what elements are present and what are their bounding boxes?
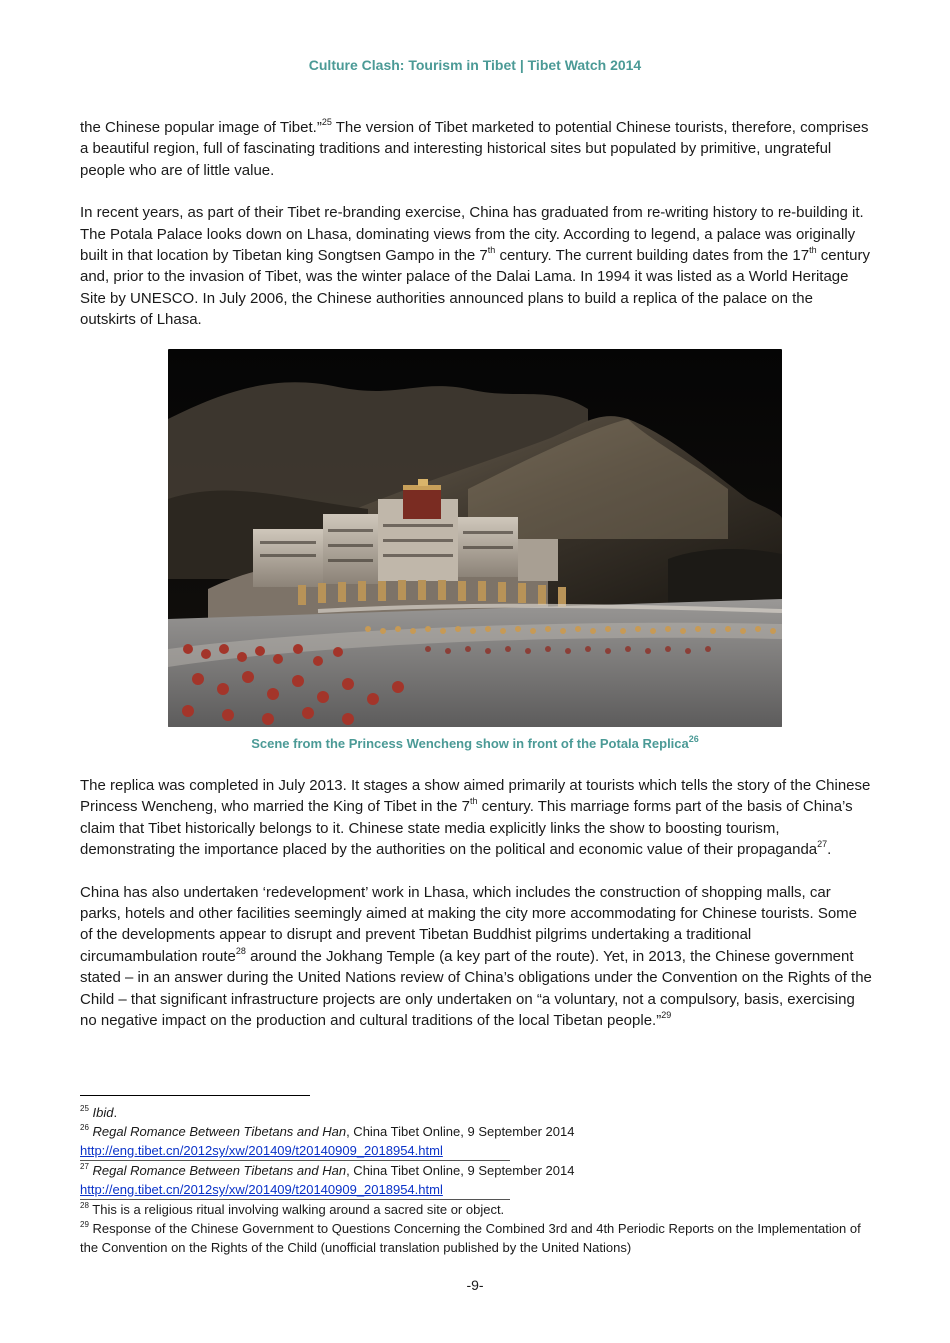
- potala-replica-photo: [168, 349, 782, 727]
- footnote-27-link[interactable]: http://eng.tibet.cn/2012sy/xw/201409/t20140909_2018954.html: [80, 1182, 443, 1197]
- paragraph-2: In recent years, as part of their Tibet re-branding exercise, China has graduated from re-writing history to re-building it. The Potala Palace looks down on Lhasa, dominating views from the city. According to legend, a palace was originally built in that location by Tibetan king Songtsen Gampo in the 7th century. The current building dates from the 17th century and, prior to the invasion of Tibet, was the winter palace of the Dalai Lama. In 1994 it was listed as a World Heritage Site by UNESCO. In July 2006, the Chinese authorities announced plans to build a replica of the palace on the outskirts of Lhasa.: [80, 204, 870, 329]
- intro-section: [80, 117, 872, 331]
- running-header: Culture Clash: Tourism in Tibet | Tibet Watch 2014: [308, 57, 642, 73]
- footnote-26: $^{26}$ Regal Romance Between Tibetans and Han, China Tibet Online, 9 September 2014: [80, 1122, 575, 1139]
- footnote-27: $^{27}$ Regal Romance Between Tibetans and Han, China Tibet Online, 9 September 2014: [80, 1161, 575, 1178]
- footnote-28: $^{28}$ This is a religious ritual involving walking around a sacred site or object.: [80, 1200, 505, 1217]
- footnote-divider: [80, 1095, 310, 1096]
- page-number: -9-: [466, 1277, 484, 1293]
- footnote-ref-25[interactable]: 25: [321, 117, 332, 127]
- figure-caption: Scene from the Princess Wencheng show in front of the Potala Replica$^{26}$: [251, 733, 699, 751]
- footnote-ref-28[interactable]: 28: [235, 945, 246, 956]
- footnotes: [80, 1103, 880, 1257]
- paragraph-4: China has also undertaken ‘redevelopment’ work in Lhasa, which includes the construction of shopping malls, car parks, hotels and other facilities seemingly aimed at making the city more accommodating for Chinese tourists. Some of the developments appear to disrupt and prevent Tibetan Buddhist pilgrims undertaking a traditional circumambulation route$^{28}$ around the Jokhang Temple (a key part of the route). Yet, in 2013, the Chinese government stated – in an answer during the United Nations review of China’s obligations under the Convention on the Rights of the Child – that significant infrastructure projects are only undertaken on “a voluntary, not a compulsory, basis, exercising no negative impact on the production and cultural traditions of the local Tibetan people.”$^{29}$: [80, 883, 872, 1030]
- footnote-ref-26[interactable]: 26: [688, 733, 699, 744]
- main-section: [80, 775, 872, 1031]
- footnote-29: $^{29}$ Response of the Chinese Government to Questions Concerning the Combined 3rd and 4th Periodic Reports on the Implementation of the Convention on the Rights of the Child (unofficial translation published by the United Nations): [80, 1219, 861, 1255]
- footnote-ref-29[interactable]: 29: [661, 1010, 672, 1021]
- paragraph-1: the Chinese popular image of Tibet.”$^{25}$ The version of Tibet marketed to potential Chinese tourists, therefore, comprises a beautiful region, full of fascinating traditions and interesting historical sites but populated by primitive, ungrateful people who are of little value.: [80, 117, 869, 179]
- footnote-ref-27[interactable]: 27: [817, 839, 828, 850]
- footnote-25: $^{25}$ Ibid.: [80, 1103, 118, 1120]
- footnote-26-link[interactable]: http://eng.tibet.cn/2012sy/xw/201409/t20140909_2018954.html: [80, 1143, 443, 1158]
- paragraph-3: The replica was completed in July 2013. It stages a show aimed primarily at tourists which tells the story of the Chinese Princess Wencheng, who married the King of Tibet in the 7th century. This marriage forms part of the basis of China’s claim that Tibet historically belongs to it. Chinese state media explicitly links the show to boosting tourism, demonstrating the importance placed by the authorities on the political and economic value of their propaganda$^{27}$.: [80, 777, 871, 859]
